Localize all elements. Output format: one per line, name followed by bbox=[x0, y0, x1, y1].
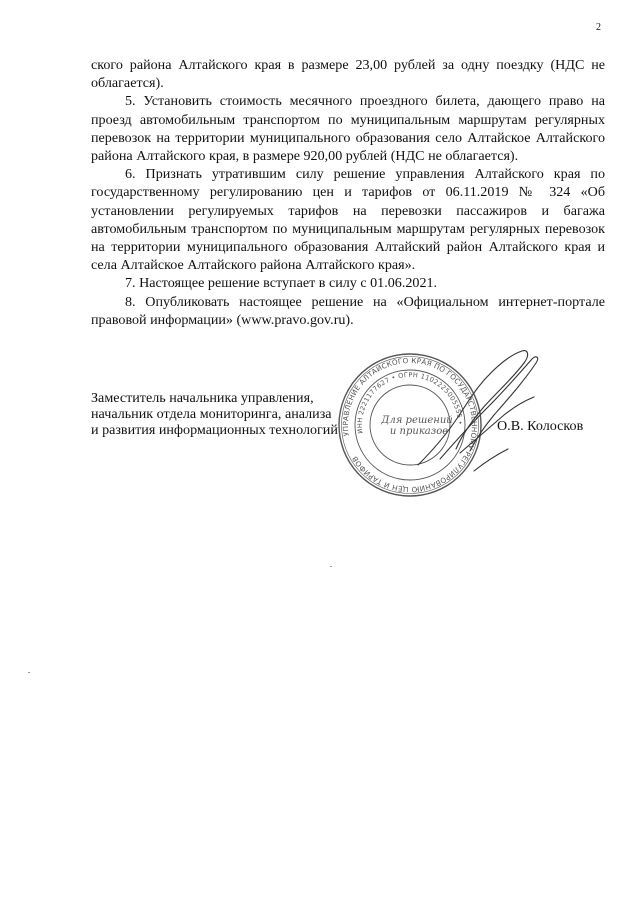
scan-speck bbox=[330, 566, 332, 567]
stamp-center-line-2: и приказов bbox=[389, 426, 449, 437]
signatory-name: О.В. Колосков bbox=[497, 418, 584, 434]
page-number: 2 bbox=[596, 22, 601, 33]
paragraph-continuation: ского района Алтайского края в размере 23,00 рублей за одну поездку (НДС не облагается). bbox=[91, 57, 605, 92]
paragraph-8: 8. Опубликовать настоящее решение на «Официальном интернет-портале правовой информации» (www.pravo.gov.ru). bbox=[91, 293, 605, 328]
stamp-center-line-1: Для решений bbox=[381, 415, 453, 426]
signature-stroke-2 bbox=[440, 357, 538, 459]
stamp-outer-ring-text: УПРАВЛЕНИЕ АЛТАЙСКОГО КРАЯ ПО ГОСУДАРСТВЕННОМУ РЕГУЛИРОВАНИЮ ЦЕН И ТАРИФОВ bbox=[340, 355, 480, 495]
document-body bbox=[91, 56, 605, 329]
signature-stroke-4 bbox=[474, 449, 508, 471]
signatory-title bbox=[91, 390, 338, 438]
signature-stroke-1 bbox=[418, 351, 528, 465]
signatory-title-line-3: и развития информационных технологий bbox=[91, 422, 338, 438]
stamp-inner-ring-text: ИНН 2221177627 • ОГРН 1102225005555 • bbox=[355, 370, 465, 435]
handwritten-signature bbox=[400, 345, 550, 480]
scan-speck bbox=[28, 672, 30, 673]
signatory-title-line-1: Заместитель начальника управления, bbox=[91, 390, 314, 406]
signatory-title-line-2: начальник отдела мониторинга, анализа bbox=[91, 406, 332, 422]
paragraph-7: 7. Настоящее решение вступает в силу с 01.06.2021. bbox=[125, 275, 438, 292]
paragraph-5: 5. Установить стоимость месячного проездного билета, дающего право на проезд автомобильным транспортом по муниципальным маршрутам регулярных перевозок на территории муниципального образования село Алтайское Алтайского района Алтайского края, в размере 920,00 рублей (НДС не облагается). bbox=[91, 93, 605, 165]
paragraph-6: 6. Признать утратившим силу решение управления Алтайского края по государственному регулированию цен и тарифов от 06.11.2019 № 324 «Об установлении регулируемых тарифов на перевозки пассажиров и багажа автомобильным транспортом по муниципальным маршрутам регулярных перевозок на территории муниципального образования Алтайский район Алтайского края и села Алтайское Алтайского района Алтайского края». bbox=[91, 166, 605, 274]
